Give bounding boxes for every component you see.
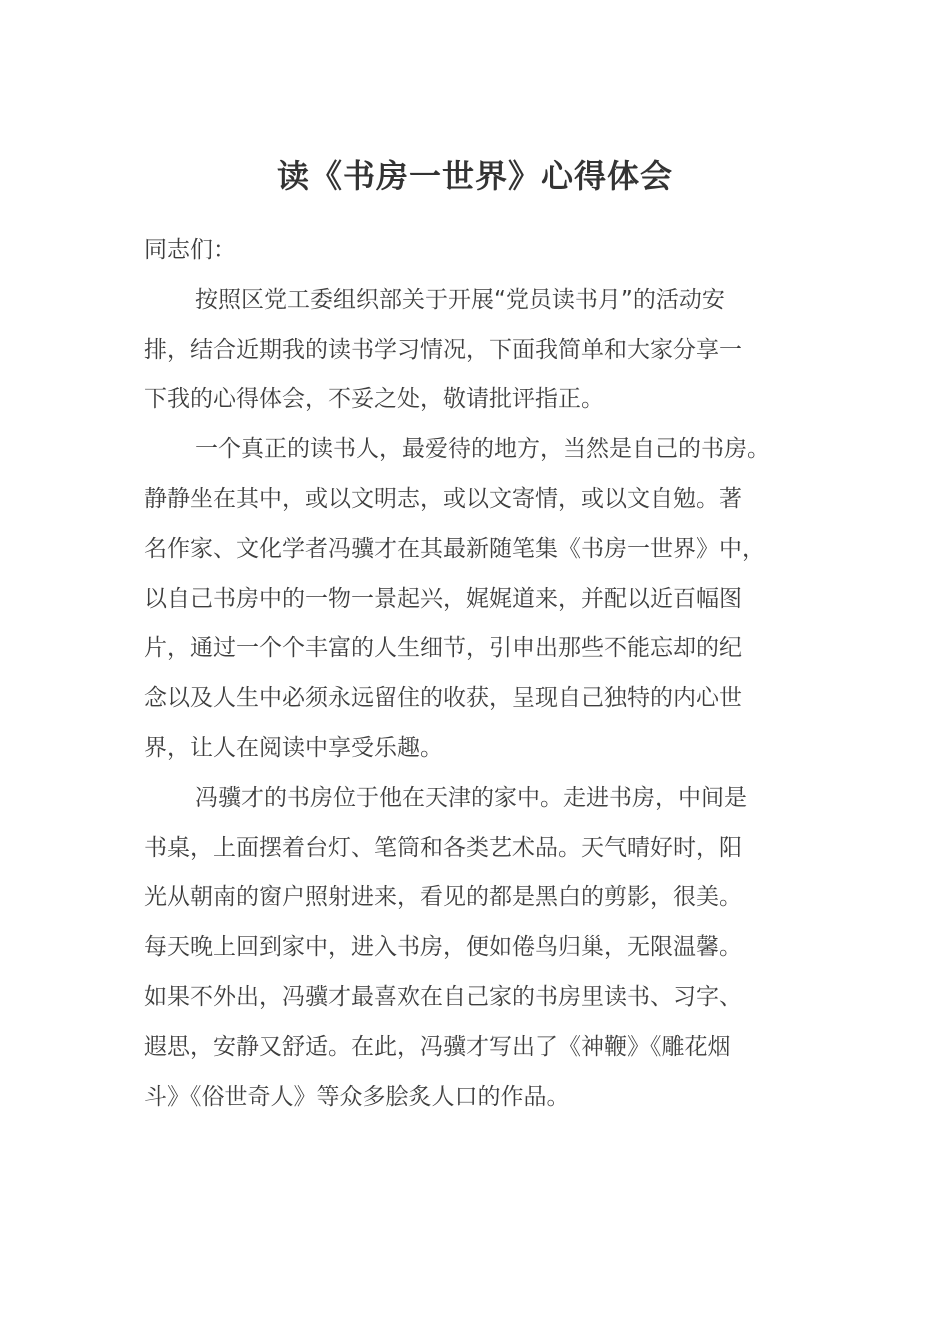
paragraph-line: 斗》《俗世奇人》等众多脍炙人口的作品。 (144, 1083, 570, 1110)
paragraph-line: 片，通过一个个丰富的人生细节，引申出那些不能忘却的纪 (144, 635, 742, 662)
paragraph-line: 界，让人在阅读中享受乐趣。 (144, 734, 443, 761)
paragraph-line: 冯骥才的书房位于他在天津的家中。走进书房，中间是 (195, 784, 747, 811)
document-body (144, 226, 804, 1122)
document-title: 读《书房一世界》心得体会 (276, 157, 673, 195)
paragraph-line: 下我的心得体会，不妥之处，敬请批评指正。 (144, 386, 604, 413)
paragraph-line: 每天晚上回到家中，进入书房，便如倦鸟归巢，无限温馨。 (144, 934, 742, 961)
paragraph-line: 按照区党工委组织部关于开展“党员读书月”的活动安 (195, 286, 725, 313)
paragraph-reader-study (144, 425, 804, 774)
paragraph-intro (144, 276, 804, 425)
paragraph-line: 光从朝南的窗户照射进来，看见的都是黑白的剪影，很美。 (144, 884, 742, 911)
paragraph-line: 一个真正的读书人，最爱待的地方，当然是自己的书房。 (195, 436, 770, 463)
paragraph-line: 以自己书房中的一物一景起兴，娓娓道来，并配以近百幅图 (144, 585, 742, 612)
paragraph-line: 静静坐在其中，或以文明志，或以文寄情，或以文自勉。著 (144, 485, 742, 512)
paragraph-line: 念以及人生中必须永远留住的收获，呈现自己独特的内心世 (144, 685, 742, 712)
paragraph-line: 遐思，安静又舒适。在此，冯骥才写出了《神鞭》《雕花烟 (144, 1033, 731, 1060)
paragraph-line: 名作家、文化学者冯骥才在其最新随笔集《书房一世界》中， (144, 535, 765, 562)
paragraph-line: 排，结合近期我的读书学习情况，下面我简单和大家分享一 (144, 336, 742, 363)
paragraph-study-description (144, 774, 804, 1123)
paragraph-line: 如果不外出，冯骥才最喜欢在自己家的书房里读书、习字、 (144, 983, 742, 1010)
paragraph-line: 书桌，上面摆着台灯、笔筒和各类艺术品。天气晴好时，阳 (144, 834, 742, 861)
salutation: 同志们： (144, 237, 236, 263)
